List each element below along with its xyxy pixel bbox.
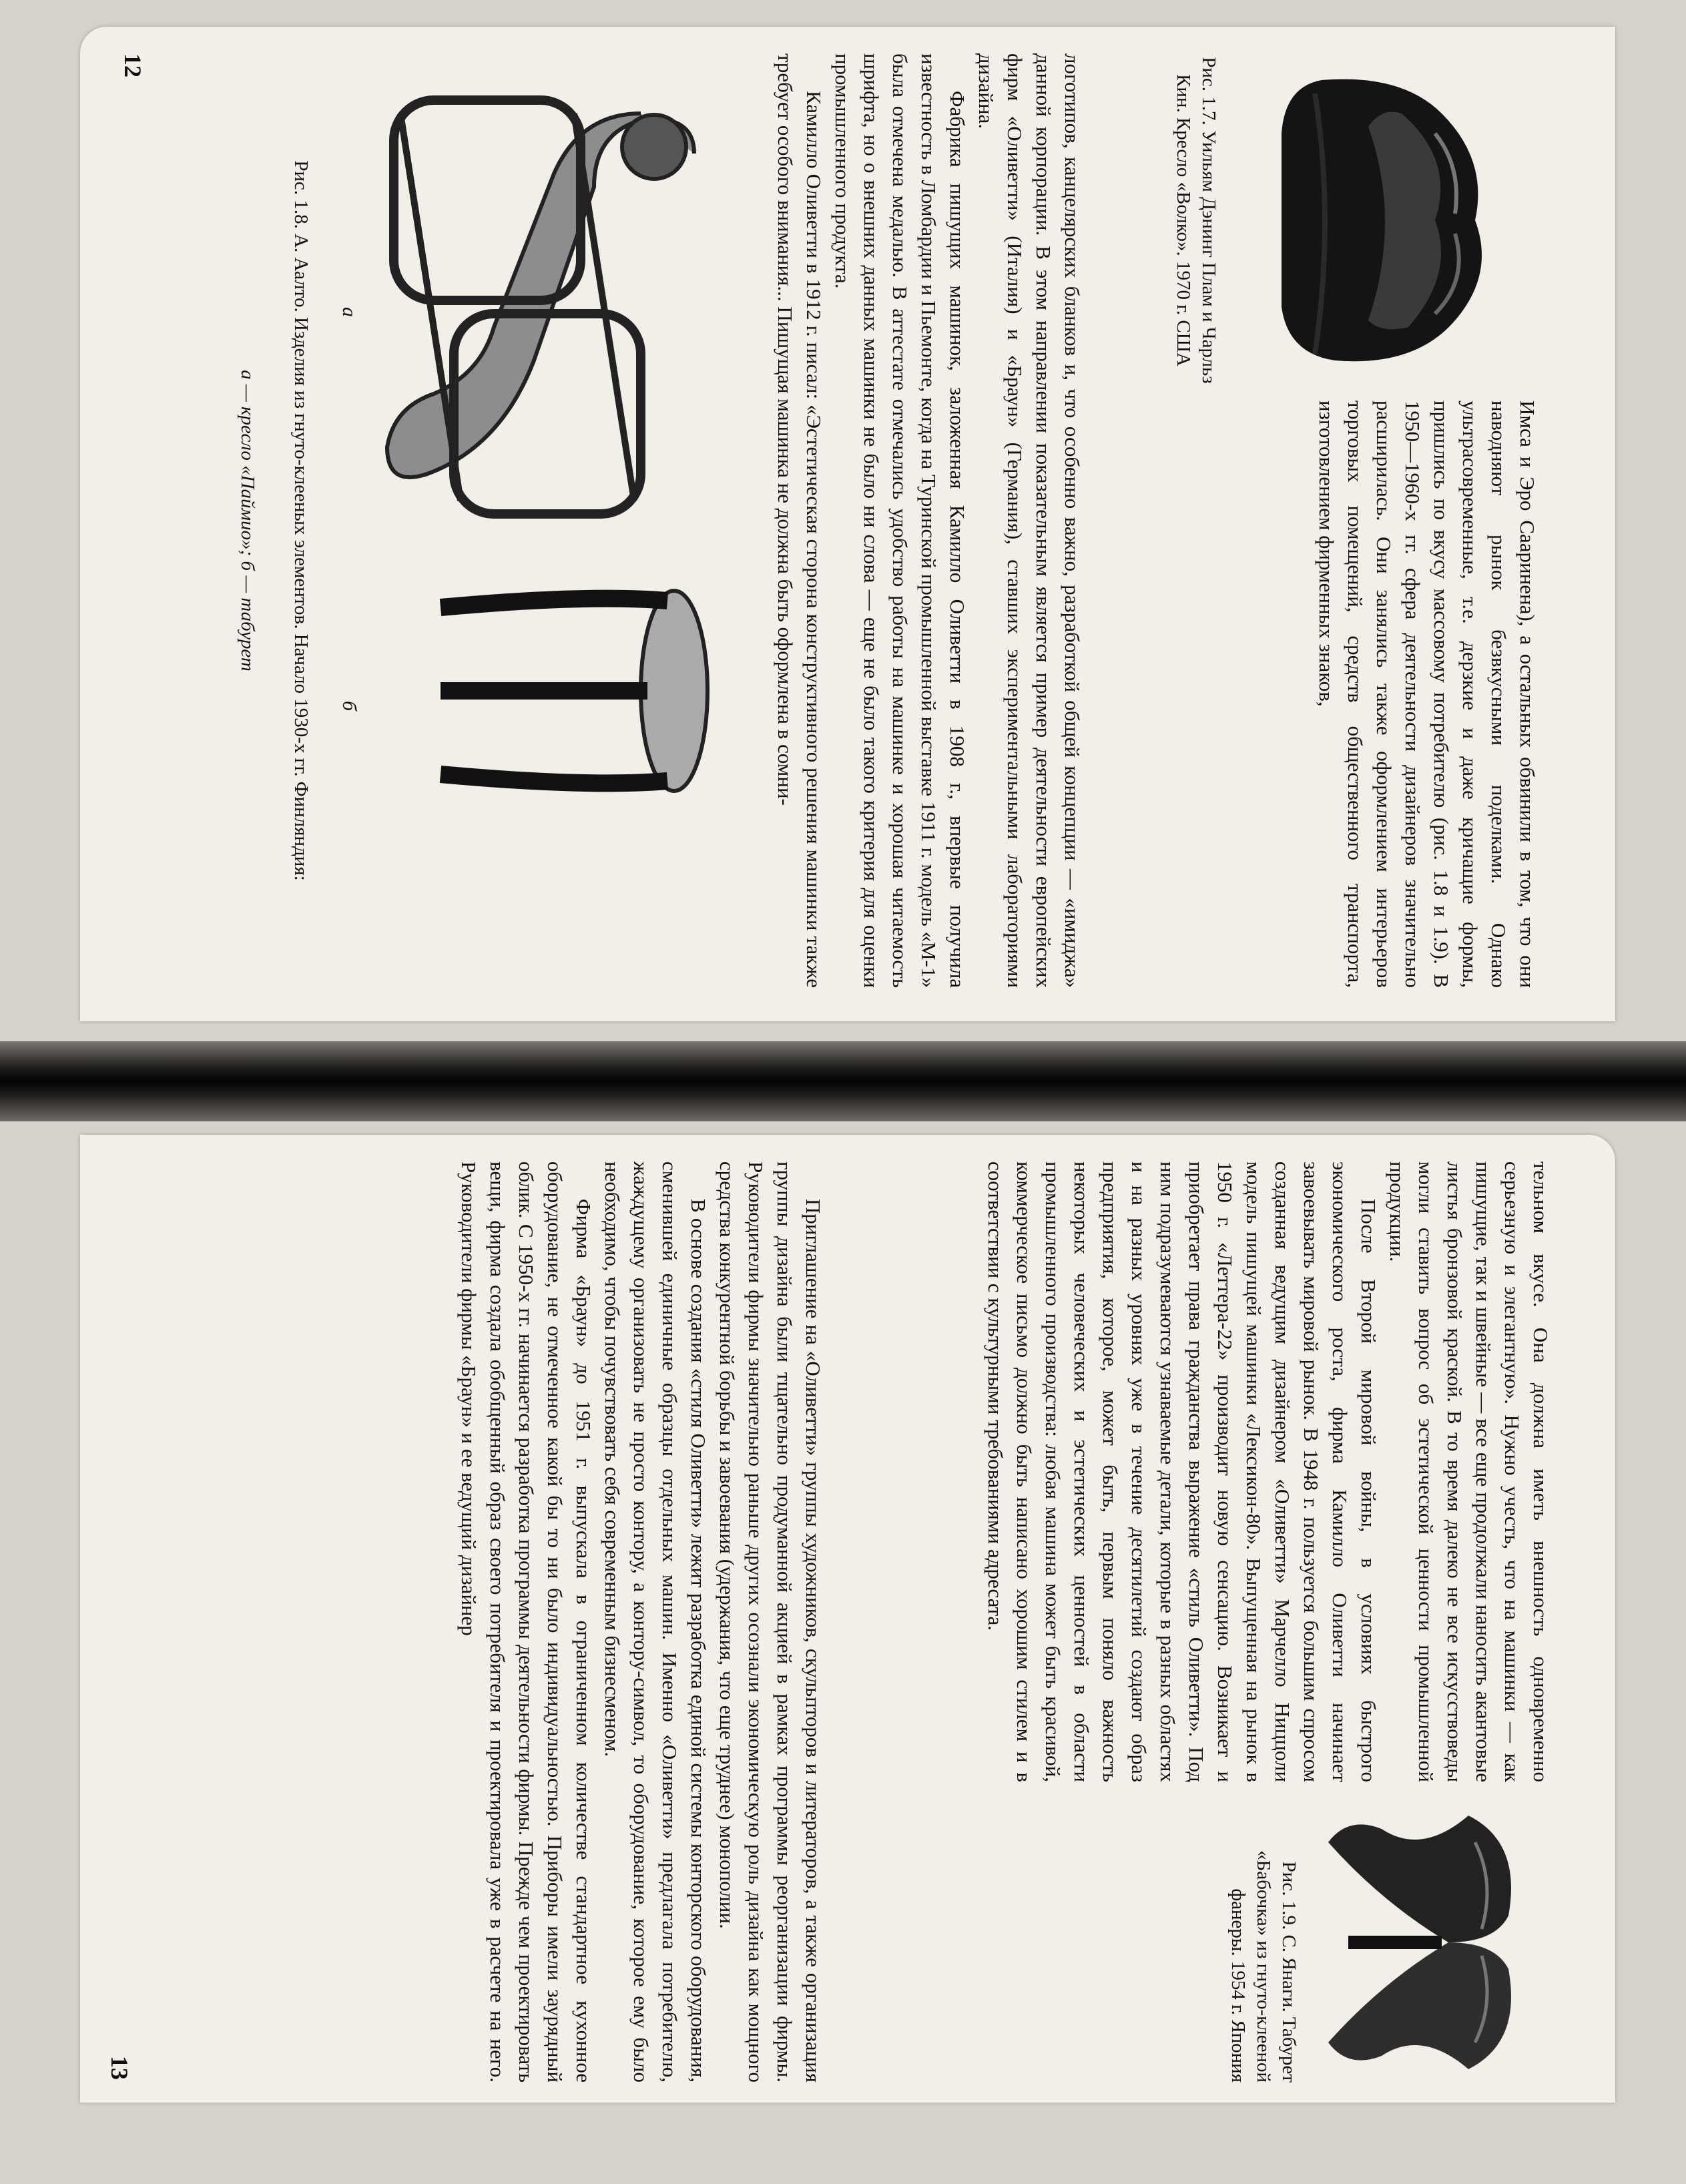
armchair-volko-illustration	[1255, 53, 1535, 387]
paragraph: Камилло Оливетти в 1912 г. писал: «Эстетическая сторона конструктивного решения машинки также требует особого внимания... Пишущая машинка не должна быть оформлена в сомни-	[774, 53, 826, 988]
figure-1-8-legend: а — кресло «Паймио»; б — табурет	[237, 370, 258, 671]
page-12-intro-text: Имса и Эро Сааринена), а остальных обвинили в том, что они наводняют рынок безвкусными поделками. Однако ультрасовременные, т.е. дерзкие и даже кричащие формы, пришлись по вкусу массовому потребителю (рис. 1.8 и 1.9). В 1950—1960-х гг. сфера деятельности дизайнеров значительно расширилась. Они занялись также оформлением интерьеров торговых помещений, средств общественного транспорта, изготовлением фирменных знаков,	[1315, 400, 1539, 988]
figure-1-9-caption: Рис. 1.9. С. Янаги. Табурет «Бабочка» из гнуто-клееной фанеры. 1954 г. Япония	[1227, 1850, 1300, 2083]
figure-1-8b-label: б	[338, 701, 360, 712]
paragraph: Фирма «Браун» до 1951 г. выпускала в ограниченном количестве стандартное кухонное оборудование, не отмеченное какой бы то ни было индивидуальностью. Приборы имели заурядный облик. С 1950-х гг. начинается разработка программы деятельности фирмы. Прежде чем проектировать вещи, фирма создала обобщенный образ своего потребителя и проектировала уже в расчете на него. Руководители фирмы «Браун» и ее ведущий дизайнер	[457, 1161, 595, 2083]
page-number: 12	[119, 53, 146, 77]
figure-1-7	[1255, 53, 1535, 387]
page-13-column-text	[981, 1161, 1555, 1782]
page-12-main-text	[771, 53, 1087, 988]
paragraph: В основе создания «стиля Оливетти» лежит разработка единой системы конторского оборудования, сменившей единичные образцы отдельных машин. Именно «Оливетти» предлагала потребителю, жаждущему организовать не просто контору, а контору-символ, то оборудование, которое ему было необходимо, чтобы почувствовать себя современным бизнесменом.	[601, 1161, 710, 2083]
page-number: 13	[106, 2056, 133, 2080]
figure-1-8a	[360, 73, 734, 541]
paragraph: логотипов, канцелярских бланков и, что особенно важно, разработкой общей концепции — «имиджа» данной корпорации. В этом направлении показательным является пример деятельности европейских фирм «Оливетти» (Италия) и «Браун» (Германия), ставших экспериментальными лабораториями дизайна.	[974, 53, 1084, 988]
page-13	[80, 1135, 1615, 2103]
paragraph: тельном вкусе. Она должна иметь внешность одновременно серьезную и элегантную». Нужно учесть, что на машинки — как пишущие, так и швейные — все еще продолжали наносить акантовые листья бронзовой краской. В то время далеко не все искусствоведы могли ставить вопрос об эстетической ценности промышленной продукции.	[1386, 1161, 1553, 1782]
figure-1-8-caption: Рис. 1.8. А. Аалто. Изделия из гнуто-клееных элементов. Начало 1930-х гг. Финляндия:	[290, 160, 312, 881]
butterfly-stool-illustration	[1308, 1802, 1549, 2083]
paragraph: Фабрика пишущих машинок, заложенная Камилло Оливетти в 1908 г., впервые получила известность в Ломбардии и Пьемонте, когда на Туринской промышленной выставке 1911 г. модель «М-1» была отмечена медалью. В аттестате отмечались удобство работы на машинке и хорошая читаемость шрифта, но о внешних данных машинки не было ни слова — еще не было такого критерия для оценки промышленного продукта.	[831, 53, 969, 988]
bentwood-stool-illustration	[427, 581, 721, 801]
page-12	[80, 27, 1615, 1021]
paragraph: После Второй мировой войны, в условиях быстрого экономического роста, фирма Камилло Оливетти начинает завоевывать мировой рынок. В 1948 г. пользуется большим спросом созданная ведущим дизайнером «Оливетти» Марчелло Ниццоли модель пишущей машинки «Лексикон-80». Выпущенная на рынок в 1950 г. «Леттера-22» производит новую сенсацию. Возникает и приобретает права гражданства выражение «стиль Оливетти». Под ним подразумеваются узнаваемые детали, которые в разных областях и на разных уровнях уже в течение десятилетий создают образ предприятия, которое, может быть, первым поняло важность некоторых человеческих и эстетических ценностей в области промышленного производства: любая машина может быть красивой, коммерческое письмо должно быть написано хорошим стилем и в соответствии с культурными требованиями адресата.	[984, 1161, 1380, 1782]
paragraph: Приглашение на «Оливетти» группы художников, скульпторов и литераторов, а также организация группы дизайна были тщательно продуманной акцией в рамках программы реорганизации фирмы. Руководители фирмы значительно раньше других осознали экономическую роль дизайна как мощного средства конкурентной борьбы и завоевания (удержания, что еще труднее) монополии.	[716, 1161, 825, 2083]
figure-1-9	[1308, 1802, 1549, 2083]
paimio-armchair-illustration	[360, 73, 734, 541]
figure-1-8a-label: а	[338, 307, 360, 317]
figure-1-7-caption: Рис. 1.7. Уильям Дэнинг Плам и Чарльз Кин. Кресло «Волко». 1970 г. США	[1173, 57, 1219, 384]
book-gutter	[0, 1041, 1686, 1121]
page-13-main-text	[455, 1161, 828, 2083]
figure-1-8b	[427, 581, 721, 801]
